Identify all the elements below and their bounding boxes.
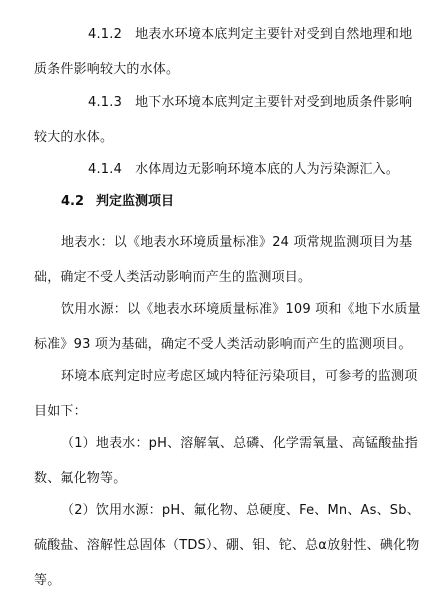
clause-4-1-2 [34,17,422,87]
clause-4-1-3 [34,85,422,155]
section-number: 4.2 [61,194,85,209]
paragraph-characteristic-items: 环境本底判定时应考虑区域内特征污染项目，可参考的监测项目如下： [34,369,418,419]
clause-text: 水体周边无影响环境本底的人为污染源汇入。 [135,162,400,177]
paragraph-drinking-water: 饮用水源：以《地表水环境质量标准》109 项和《地下水质量标准》93 项为基础，确定不受人类活动影响而产生的监测项目。 [34,302,421,352]
paragraph-surface-water: 地表水：以《地表水环境质量标准》24 项常规监测项目为基础，确定不受人类活动影响而产生的监测项目。 [34,235,413,285]
section-title: 判定监测项目 [96,194,175,209]
clause-number: 4.1.3 [88,95,123,110]
clause-number: 4.1.2 [88,27,123,42]
clause-text: 地表水环境本底判定主要针对受到自然地理和地质条件影响较大的水体。 [34,27,413,77]
clause-number: 4.1.4 [88,162,123,177]
clause-text: 地下水环境本底判定主要针对受到地质条件影响较大的水体。 [34,95,413,145]
clause-4-1-4 [34,152,422,187]
section-heading [61,192,174,212]
list-item-surface-water: （1）地表水：pH、溶解氧、总磷、化学需氧量、高锰酸盐指数、氟化物等。 [34,436,418,486]
list-item-drinking-water: （2）饮用水源：pH、氟化物、总硬度、Fe、Mn、As、Sb、硫酸盐、溶解性总固体（TDS）、硼、钼、铊、总α放射性、碘化物等。 [34,503,420,588]
